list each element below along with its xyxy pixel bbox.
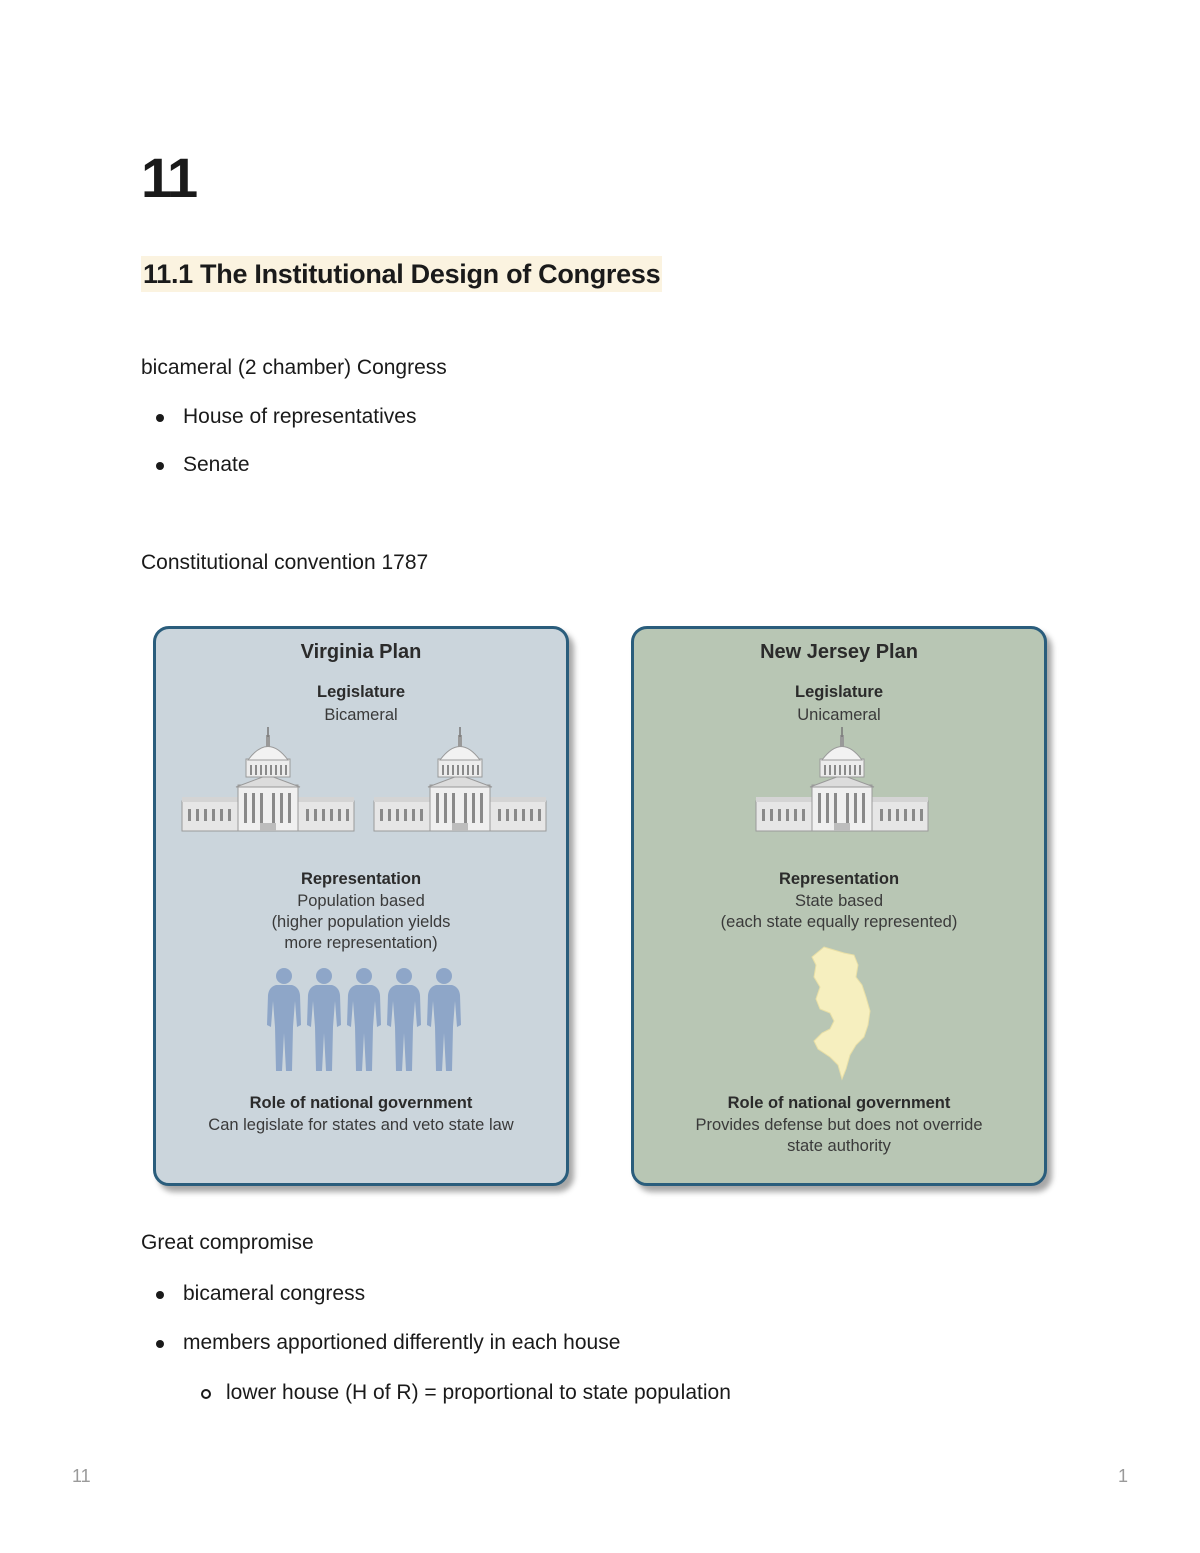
paragraph-compromise: Great compromise (141, 1231, 314, 1254)
new-jersey-legislature-heading: Legislature (794, 683, 884, 701)
new-jersey-representation-line: State based (794, 892, 884, 910)
person-icon (386, 967, 422, 1073)
footer-section-label: 11 (72, 1466, 91, 1486)
virginia-legislature-value: Bicameral (324, 706, 398, 724)
virginia-representation-line: (higher population yields (271, 913, 451, 931)
section-heading: 11.1 The Institutional Design of Congress (141, 256, 662, 292)
sub-list-item: lower house (H of R) = proportional to state population (226, 1379, 731, 1407)
new-jersey-representation-line: (each state equally represented) (720, 913, 958, 931)
virginia-representation-heading: Representation (300, 870, 422, 888)
page-number: 1 (1118, 1466, 1129, 1486)
paragraph-convention: Constitutional convention 1787 (141, 551, 429, 574)
new-jersey-representation-heading: Representation (778, 870, 900, 888)
paragraph-bicameral: bicameral (2 chamber) Congress (141, 356, 447, 379)
list-item: bicameral congress (183, 1280, 365, 1308)
virginia-plan-title: Virginia Plan (300, 641, 422, 663)
capitol-icon (372, 727, 548, 833)
capitol-icon (754, 727, 930, 833)
new-jersey-plan-panel (631, 626, 1047, 1186)
virginia-role-heading: Role of national government (249, 1094, 473, 1112)
new-jersey-role-line: Provides defense but does not override (695, 1116, 983, 1134)
new-jersey-role-line: state authority (787, 1137, 891, 1155)
list-item: House of representatives (183, 403, 416, 431)
virginia-plan-panel (153, 626, 569, 1186)
person-icon (306, 967, 342, 1073)
virginia-role-line: Can legislate for states and veto state law (208, 1116, 514, 1134)
new-jersey-plan-title: New Jersey Plan (760, 641, 918, 663)
new-jersey-map-icon (810, 945, 872, 1081)
virginia-representation-line: Population based (297, 892, 425, 910)
person-icon (426, 967, 462, 1073)
page-title: 11 (141, 146, 197, 209)
virginia-representation-line: more representation) (284, 934, 438, 952)
capitol-icon (180, 727, 356, 833)
person-icon (266, 967, 302, 1073)
new-jersey-legislature-value: Unicameral (797, 706, 881, 724)
list-item: members apportioned differently in each house (183, 1329, 620, 1357)
new-jersey-role-heading: Role of national government (727, 1094, 951, 1112)
list-item: Senate (183, 451, 250, 479)
virginia-legislature-heading: Legislature (316, 683, 406, 701)
person-icon (346, 967, 382, 1073)
